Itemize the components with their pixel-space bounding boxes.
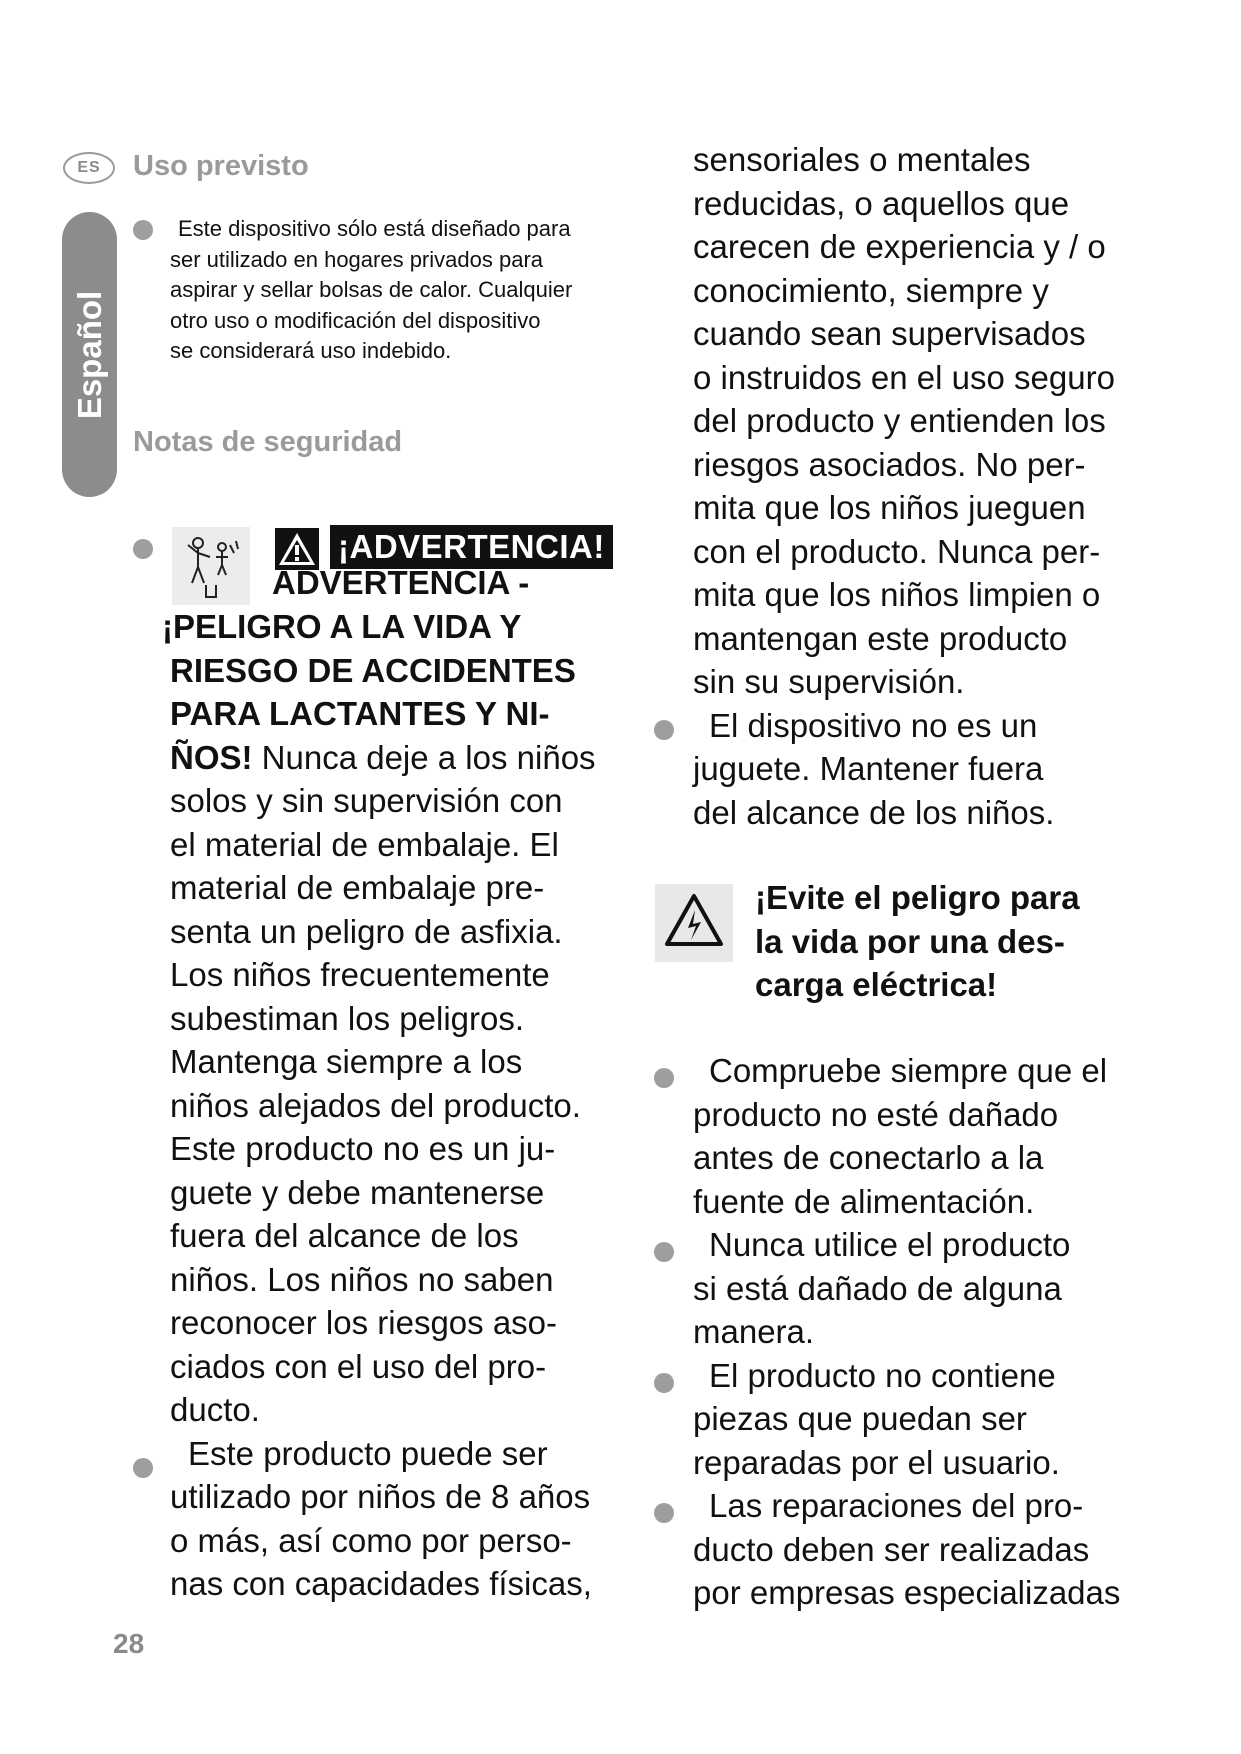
bullet-repairs — [654, 1503, 674, 1523]
bullet-never-use-damaged — [654, 1242, 674, 1262]
bullet-toy — [654, 720, 674, 740]
section-title-intended-use: Uso previsto — [133, 150, 309, 182]
shock-warning-heading: ¡Evite el peligro para la vida por una des- carga eléctrica! — [755, 879, 1080, 1003]
language-side-tab — [62, 212, 117, 497]
bullet-no-user-parts — [654, 1373, 674, 1393]
language-code-badge: ES — [63, 152, 115, 184]
warning-heading-line-1: ADVERTENCIA - — [272, 564, 530, 601]
electric-shock-warning-icon — [655, 884, 733, 962]
right-column-bullets: Compruebe siempre que el producto no esté dañado antes de conectarlo a la fuente de alimentación. Nunca utilice el producto si está dañado de alguna manera. El producto no contiene piezas que puedan ser reparadas por el usuario. Las reparaciones del pro- ducto deben ser realizadas por empresas especializadas — [693, 1052, 1121, 1611]
intended-use-text: Este dispositivo sólo está diseñado para ser utilizado en hogares privados para aspirar y sellar bolsas de calor. Cualquier otro uso o modificación del dispositivo se considerará uso indebido. — [170, 216, 573, 363]
warning-banner: ¡ADVERTENCIA! — [330, 525, 613, 569]
bullet-warning — [133, 539, 153, 559]
child-hazard-icon — [172, 527, 250, 605]
bullet-check-damage — [654, 1068, 674, 1088]
side-tab-label: Español — [70, 290, 108, 419]
right-column-continuation: sensoriales o mentales reducidas, o aquellos que carecen de experiencia y / o conocimiento, siempre y cuando sean supervisados o instruidos en el uso seguro del producto y entienden los riesgos asociados. No per- mita que los niños jueguen con el producto. Nunca per- mita que los niños limpien o mantengan este producto sin su supervisión. El dispositivo no es un juguete. Mantener fuera del alcance de los niños. — [693, 141, 1115, 831]
bullet-children-use — [133, 1458, 153, 1478]
bullet-intended-use — [133, 220, 153, 240]
warning-text-block: ¡PELIGRO A LA VIDA Y RIESGO DE ACCIDENTES PARA LACTANTES Y NI- ÑOS! Nunca deje a los niños solos y sin supervisión con el material de embalaje. El material de embalaje pre- senta un peligro de asfixia. Los niños frecuentemente subestiman los peligros. Mantenga siempre a los niños alejados del producto. Este producto no es un ju- guete y debe mantenerse fuera del alcance de los niños. Los niños no saben reconocer los riesgos aso- ciados con el uso del pro- ducto. Este producto puede ser utilizado por niños de 8 años o más, así como por perso- nas con capacidades físicas, — [162, 608, 596, 1602]
section-title-safety: Notas de seguridad — [133, 426, 403, 458]
page-number: 28 — [113, 1628, 145, 1659]
